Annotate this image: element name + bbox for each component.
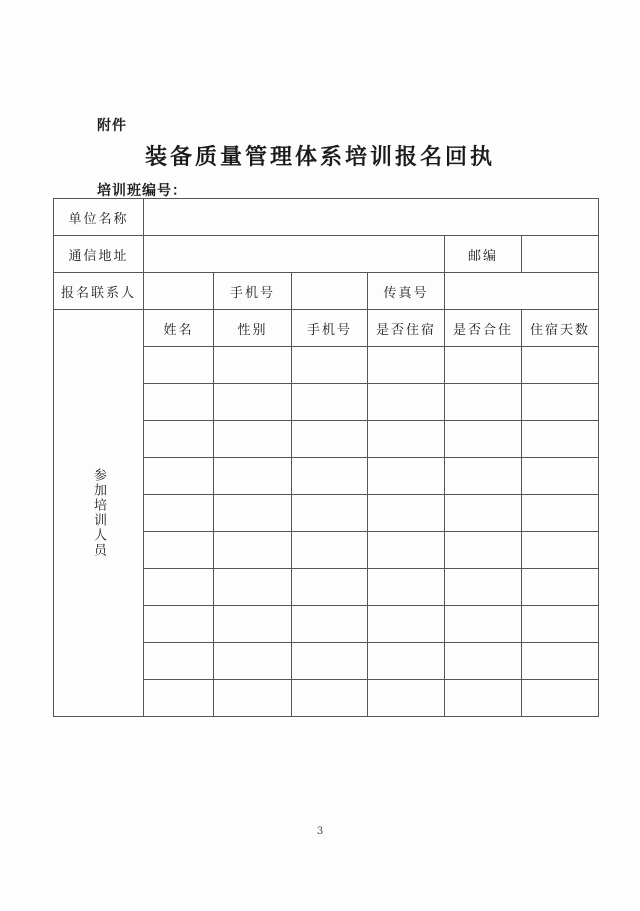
- participant-lodging-cell[interactable]: [368, 569, 445, 606]
- column-header-lodging: 是否住宿: [368, 310, 445, 347]
- contact-label: 报名联系人: [54, 273, 144, 310]
- participant-lodging-days-cell[interactable]: [522, 680, 599, 717]
- participant-gender-cell[interactable]: [214, 421, 292, 458]
- participant-mobile-cell[interactable]: [292, 421, 368, 458]
- participant-lodging-days-cell[interactable]: [522, 643, 599, 680]
- participant-shared-room-cell[interactable]: [445, 421, 522, 458]
- participant-gender-cell[interactable]: [214, 495, 292, 532]
- participant-shared-room-cell[interactable]: [445, 495, 522, 532]
- participant-lodging-cell[interactable]: [368, 532, 445, 569]
- participant-gender-cell[interactable]: [214, 680, 292, 717]
- participant-lodging-cell[interactable]: [368, 495, 445, 532]
- contact-field[interactable]: [144, 273, 214, 310]
- participant-name-cell[interactable]: [144, 569, 214, 606]
- participants-label: 参加培训人员: [54, 310, 144, 717]
- participant-name-cell[interactable]: [144, 495, 214, 532]
- participant-name-cell[interactable]: [144, 458, 214, 495]
- participant-name-cell[interactable]: [144, 421, 214, 458]
- address-field[interactable]: [144, 236, 445, 273]
- participant-gender-cell[interactable]: [214, 458, 292, 495]
- participant-mobile-cell[interactable]: [292, 606, 368, 643]
- participant-header-row: [54, 310, 599, 347]
- participant-lodging-days-cell[interactable]: [522, 606, 599, 643]
- participant-shared-room-cell[interactable]: [445, 532, 522, 569]
- participant-gender-cell[interactable]: [214, 532, 292, 569]
- document-title: 装备质量管理体系培训报名回执: [144, 144, 495, 170]
- participant-lodging-cell[interactable]: [368, 421, 445, 458]
- participant-shared-room-cell[interactable]: [445, 569, 522, 606]
- participant-lodging-cell[interactable]: [368, 347, 445, 384]
- participant-mobile-cell[interactable]: [292, 458, 368, 495]
- participant-lodging-cell[interactable]: [368, 680, 445, 717]
- participant-name-cell[interactable]: [144, 643, 214, 680]
- participant-lodging-cell[interactable]: [368, 384, 445, 421]
- participant-mobile-cell[interactable]: [292, 347, 368, 384]
- participant-lodging-cell[interactable]: [368, 606, 445, 643]
- column-header-name: 姓名: [144, 310, 214, 347]
- unit-name-label: 单位名称: [54, 199, 144, 236]
- participant-name-cell[interactable]: [144, 680, 214, 717]
- fax-field[interactable]: [445, 273, 599, 310]
- page-number: 3: [316, 826, 324, 837]
- participant-lodging-cell[interactable]: [368, 458, 445, 495]
- participant-lodging-days-cell[interactable]: [522, 421, 599, 458]
- unit-name-field[interactable]: [144, 199, 599, 236]
- participant-gender-cell[interactable]: [214, 569, 292, 606]
- participant-name-cell[interactable]: [144, 347, 214, 384]
- participant-mobile-cell[interactable]: [292, 384, 368, 421]
- contact-mobile-label: 手机号: [214, 273, 292, 310]
- attachment-label: 附件: [97, 118, 127, 134]
- participant-shared-room-cell[interactable]: [445, 384, 522, 421]
- participant-mobile-cell[interactable]: [292, 643, 368, 680]
- participant-mobile-cell[interactable]: [292, 532, 368, 569]
- participant-mobile-cell[interactable]: [292, 569, 368, 606]
- participant-lodging-days-cell[interactable]: [522, 495, 599, 532]
- participant-gender-cell[interactable]: [214, 606, 292, 643]
- participant-shared-room-cell[interactable]: [445, 680, 522, 717]
- postcode-label: 邮编: [445, 236, 522, 273]
- postcode-field[interactable]: [522, 236, 599, 273]
- participant-gender-cell[interactable]: [214, 384, 292, 421]
- unit-name-row: [54, 199, 599, 236]
- participant-lodging-days-cell[interactable]: [522, 569, 599, 606]
- fax-label: 传真号: [368, 273, 445, 310]
- address-row: [54, 236, 599, 273]
- participant-mobile-cell[interactable]: [292, 495, 368, 532]
- participant-shared-room-cell[interactable]: [445, 606, 522, 643]
- column-header-shared-room: 是否合住: [445, 310, 522, 347]
- participant-lodging-days-cell[interactable]: [522, 384, 599, 421]
- participant-mobile-cell[interactable]: [292, 680, 368, 717]
- column-header-lodging-days: 住宿天数: [522, 310, 599, 347]
- participant-name-cell[interactable]: [144, 606, 214, 643]
- class-number-label: 培训班编号：: [97, 183, 187, 199]
- participant-lodging-days-cell[interactable]: [522, 347, 599, 384]
- participant-name-cell[interactable]: [144, 384, 214, 421]
- column-header-mobile: 手机号: [292, 310, 368, 347]
- participant-name-cell[interactable]: [144, 532, 214, 569]
- participant-gender-cell[interactable]: [214, 643, 292, 680]
- participant-lodging-days-cell[interactable]: [522, 532, 599, 569]
- address-label: 通信地址: [54, 236, 144, 273]
- participant-shared-room-cell[interactable]: [445, 643, 522, 680]
- participant-gender-cell[interactable]: [214, 347, 292, 384]
- participant-lodging-cell[interactable]: [368, 643, 445, 680]
- registration-form-table: [53, 198, 599, 717]
- participant-shared-room-cell[interactable]: [445, 458, 522, 495]
- participant-lodging-days-cell[interactable]: [522, 458, 599, 495]
- contact-mobile-field[interactable]: [292, 273, 368, 310]
- column-header-gender: 性别: [214, 310, 292, 347]
- contact-row: [54, 273, 599, 310]
- participant-shared-room-cell[interactable]: [445, 347, 522, 384]
